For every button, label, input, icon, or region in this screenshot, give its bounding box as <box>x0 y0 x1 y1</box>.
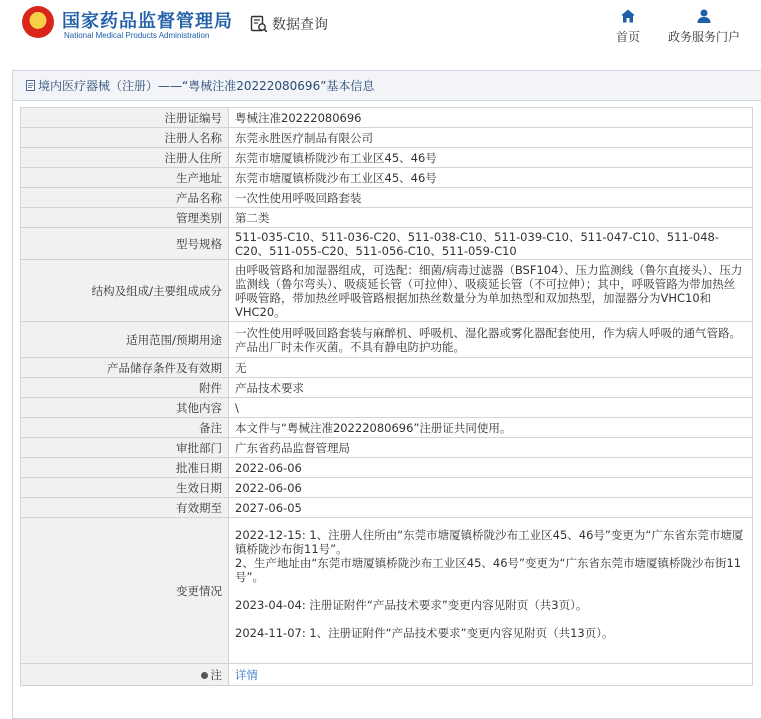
table-row <box>21 458 753 478</box>
row-value: 东莞市塘厦镇桥陇沙布工业区45、46号 <box>229 148 753 168</box>
row-value: 本文件与“粤械注准20222080696”注册证共同使用。 <box>229 418 753 438</box>
row-label: 适用范围/预期用途 <box>21 322 229 358</box>
row-label: 管理类别 <box>21 208 229 228</box>
national-emblem-logo <box>22 6 54 38</box>
table-row <box>21 418 753 438</box>
row-value: 一次性使用呼吸回路套装与麻醉机、呼吸机、湿化器或雾化器配套使用，作为病人呼吸的通气管路。产品出厂时未作灭菌。不具有静电防护功能。 <box>229 322 753 358</box>
data-query-label: 数据查询 <box>272 17 328 33</box>
row-value: 产品技术要求 <box>229 378 753 398</box>
row-label: 生效日期 <box>21 478 229 498</box>
note-label: 注 <box>210 667 222 682</box>
table-row <box>21 208 753 228</box>
row-label: 其他内容 <box>21 398 229 418</box>
detail-panel <box>12 70 761 719</box>
note-value <box>229 664 753 686</box>
row-value: 由呼吸管路和加湿器组成，可选配：细菌/病毒过滤器（BSF104）、压力监测线（鲁尔直接头）、压力监测线（鲁尔弯头）、吸痰延长管（可拉伸）、吸痰延长管（不可拉伸）；其中，呼吸管路为带加热丝呼吸管路，带加热丝呼吸管路根据加热丝数量分为单加热型和双加热型，加湿器分为VHC10和VHC20。 <box>229 260 753 322</box>
table-row-note <box>21 664 753 686</box>
change-entry: 2、生产地址由“东莞市塘厦镇桥陇沙布工业区45、46号”变更为“广东省东莞市塘厦镇桥陇沙布街11号”。 <box>235 555 742 584</box>
row-value: 东莞永胜医疗制品有限公司 <box>229 128 753 148</box>
row-value: \ <box>229 398 753 418</box>
home-icon <box>620 8 636 24</box>
change-entry: 2024-11-07: 1、注册证附件“产品技术要求”变更内容见附页（共13页）。 <box>235 625 614 640</box>
table-row <box>21 148 753 168</box>
nav-portal-label: 政务服务门户 <box>667 30 740 44</box>
row-label: 结构及组成/主要组成成分 <box>21 260 229 322</box>
table-row <box>21 378 753 398</box>
row-label: 注册人名称 <box>21 128 229 148</box>
data-query-link[interactable] <box>250 14 328 34</box>
table-row <box>21 438 753 458</box>
site-header <box>0 0 761 55</box>
site-logo-subtitle: National Medical Products Administration <box>64 31 210 40</box>
nav-home[interactable] <box>608 8 648 45</box>
detail-title: 境内医疗器械（注册）——“粤械注准20222080696”基本信息 <box>38 79 375 93</box>
row-label: 批准日期 <box>21 458 229 478</box>
table-row-changes <box>21 518 753 664</box>
row-label: 有效期至 <box>21 498 229 518</box>
row-label: 附件 <box>21 378 229 398</box>
row-value: 一次性使用呼吸回路套装 <box>229 188 753 208</box>
change-entry: 2022-12-15: 1、注册人住所由“东莞市塘厦镇桥陇沙布工业区45、46号”变更为“广东省东莞市塘厦镇桥陇沙布街11号”。 <box>235 527 744 556</box>
row-value: 无 <box>229 358 753 378</box>
row-label: 注册人住所 <box>21 148 229 168</box>
document-icon <box>25 80 36 91</box>
changes-value <box>229 518 753 664</box>
table-row <box>21 128 753 148</box>
spacer <box>235 612 746 626</box>
row-value: 东莞市塘厦镇桥陇沙布工业区45、46号 <box>229 168 753 188</box>
table-row <box>21 398 753 418</box>
note-bullet-icon <box>201 672 208 679</box>
detail-title-bar <box>13 71 761 101</box>
table-row <box>21 108 753 128</box>
nav-service-portal[interactable] <box>664 8 744 45</box>
row-label: 审批部门 <box>21 438 229 458</box>
table-row <box>21 228 753 260</box>
table-row <box>21 188 753 208</box>
site-logo-title: 国家药品监督管理局 <box>62 11 233 32</box>
table-row <box>21 260 753 322</box>
row-label: 型号规格 <box>21 228 229 260</box>
row-label: 产品储存条件及有效期 <box>21 358 229 378</box>
row-label: 产品名称 <box>21 188 229 208</box>
nav-home-label: 首页 <box>615 30 640 44</box>
row-value: 第二类 <box>229 208 753 228</box>
table-row <box>21 498 753 518</box>
table-row <box>21 358 753 378</box>
row-label: 备注 <box>21 418 229 438</box>
note-label-cell <box>21 664 229 686</box>
row-value: 2022-06-06 <box>229 478 753 498</box>
change-entry: 2023-04-04: 注册证附件“产品技术要求”变更内容见附页（共3页）。 <box>235 597 588 612</box>
changes-label: 变更情况 <box>21 518 229 664</box>
user-icon <box>696 8 712 24</box>
table-row <box>21 322 753 358</box>
row-label: 注册证编号 <box>21 108 229 128</box>
row-label: 生产地址 <box>21 168 229 188</box>
table-row <box>21 168 753 188</box>
spacer <box>235 640 746 654</box>
table-row <box>21 478 753 498</box>
row-value: 粤械注准20222080696 <box>229 108 753 128</box>
row-value: 2027-06-05 <box>229 498 753 518</box>
data-search-icon <box>250 15 268 33</box>
row-value: 511-035-C10、511-036-C20、511-038-C10、511-039-C10、511-047-C10、511-048-C20、511-055-C20、511-056-C10、511-059-C10 <box>229 228 753 260</box>
details-link[interactable]: 详情 <box>235 667 258 682</box>
row-value: 2022-06-06 <box>229 458 753 478</box>
spacer <box>235 584 746 598</box>
row-value: 广东省药品监督管理局 <box>229 438 753 458</box>
registration-detail-table <box>20 107 753 686</box>
